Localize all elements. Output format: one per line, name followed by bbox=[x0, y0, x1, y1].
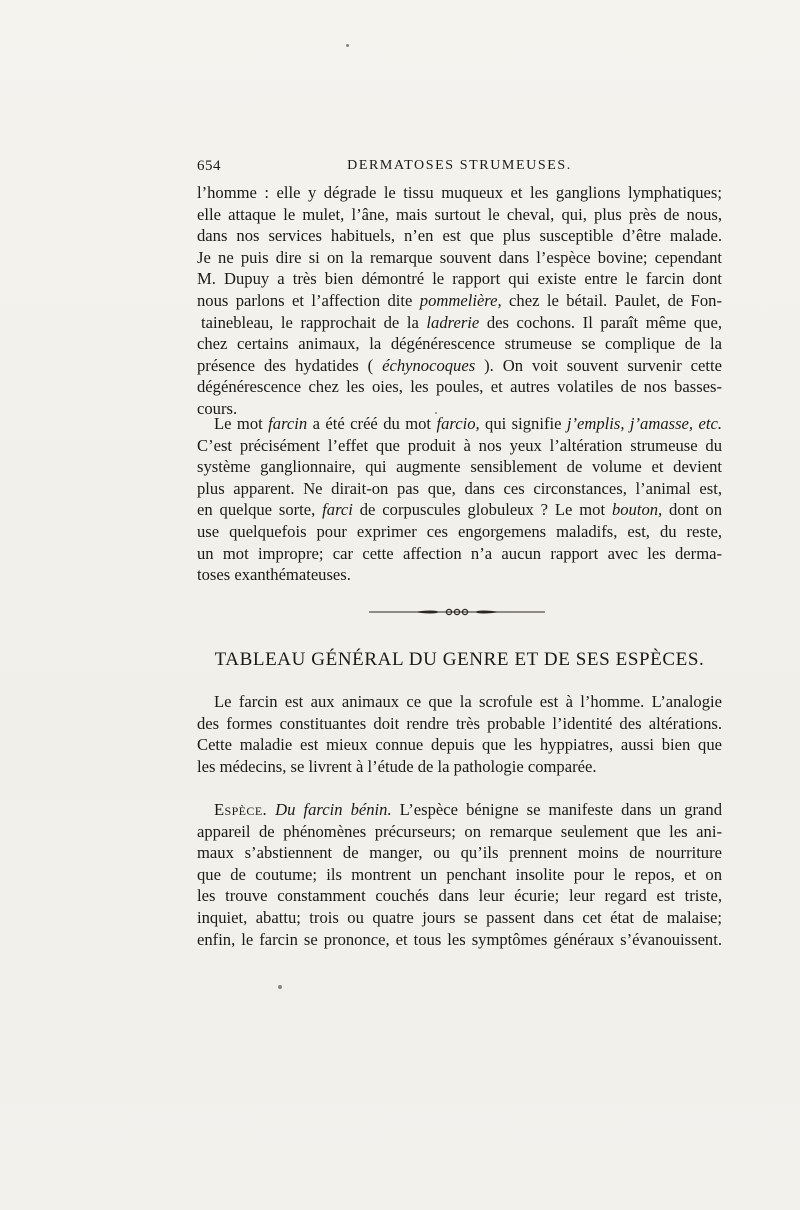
text-line: cours. bbox=[197, 398, 238, 418]
text-line: elle attaque le mulet, l’âne, mais surtout le cheval, qui, plus près de nous, bbox=[197, 204, 722, 224]
text-line bbox=[197, 312, 722, 334]
section-title: TABLEAU GÉNÉRAL DU GENRE ET DE SES ESPÈCES. bbox=[214, 649, 705, 670]
text-line: C’est précisément l’effet que produit à nos yeux l’altération strumeuse du bbox=[197, 435, 722, 455]
text-segment: en quelque sorte, bbox=[197, 500, 323, 520]
italic-term: farcin bbox=[268, 414, 308, 433]
text-segment: de corpuscules globuleux ? Le mot bbox=[352, 500, 612, 520]
text-line bbox=[197, 355, 722, 377]
text-segment: a été créé du mot bbox=[307, 414, 437, 433]
text-line bbox=[197, 799, 722, 821]
italic-term: farcio, bbox=[436, 414, 480, 433]
paper-speck bbox=[278, 985, 282, 989]
italic-term: Du farcin bénin. bbox=[267, 800, 392, 819]
text-line: plus apparent. Ne dirait-on pas que, dans ces circonstances, l’animal est, bbox=[197, 478, 722, 498]
text-line: Le farcin est aux animaux ce que la scrofule est à l’homme. L’analogie bbox=[214, 692, 722, 711]
text-line: maux s’abstiennent de manger, ou qu’ils prennent moins de nourriture bbox=[197, 843, 722, 863]
paragraph-2 bbox=[197, 413, 722, 586]
text-line: les trouve constamment couchés dans leur écurie; leur regard est triste, bbox=[197, 886, 722, 906]
text-segment: L’espèce bénigne se manifeste dans un grand bbox=[391, 800, 723, 819]
text-line bbox=[197, 290, 722, 312]
text-segment: Le mot bbox=[214, 414, 269, 433]
text-segment: dont on bbox=[662, 500, 722, 520]
text-line: appareil de phénomènes précurseurs; on remarque seulement que les ani- bbox=[197, 821, 722, 841]
text-line: toses exanthémateuses. bbox=[197, 565, 351, 585]
text-segment: nous parlons et l’affection dite bbox=[197, 290, 420, 310]
text-line: l’homme : elle y dégrade le tissu muqueux et les ganglions lymphatiques; bbox=[197, 183, 722, 202]
text-line: dégénérescence chez les oies, les poules, et autres volatiles de nos basses- bbox=[197, 377, 722, 397]
text-line: enfin, le farcin se prononce, et tous les symptômes généraux s’évanouissent. bbox=[197, 929, 722, 949]
text-line: inquiet, abattu; trois ou quatre jours se passent dans cet état de malaise; bbox=[197, 907, 722, 927]
paragraph-1 bbox=[197, 182, 722, 420]
text-segment: qui signifie bbox=[479, 414, 567, 433]
italic-term: échynocoques bbox=[382, 355, 476, 375]
text-line: chez certains animaux, la dégénérescence strumeuse se complique de la bbox=[197, 334, 722, 354]
text-line: dans nos services habituels, n’en est que plus susceptible d’être malade. bbox=[197, 226, 722, 246]
paper-speck bbox=[435, 412, 437, 414]
text-line: Cette maladie est mieux connue depuis que les hyppiatres, aussi bien que bbox=[197, 735, 722, 755]
italic-term: ladrerie bbox=[426, 312, 480, 332]
text-segment: ). On voit souvent survenir cette bbox=[475, 355, 722, 375]
page-number: 654 bbox=[197, 158, 221, 174]
text-segment: tainebleau, le rapprochait de la bbox=[201, 312, 427, 332]
text-line: système ganglionnaire, qui augmente sensiblement de volume et devient bbox=[197, 457, 722, 477]
text-line: les médecins, se livrent à l’étude de la pathologie comparée. bbox=[197, 756, 597, 776]
text-segment: présence des hydatides ( bbox=[197, 355, 383, 375]
text-segment: des cochons. Il paraît même que, bbox=[479, 312, 722, 332]
ornamental-rule bbox=[369, 604, 545, 620]
text-segment: chez le bétail. Paulet, de Fon- bbox=[501, 290, 722, 310]
text-line: des formes constituantes doit rendre très probable l’identité des altérations. bbox=[197, 713, 722, 733]
paper-speck bbox=[346, 44, 349, 47]
italic-term: bouton, bbox=[611, 500, 663, 520]
paragraph-3 bbox=[197, 691, 722, 777]
page-header bbox=[197, 158, 722, 180]
running-title: DERMATOSES STRUMEUSES. bbox=[347, 158, 572, 173]
text-line: que de coutume; ils montrent un penchant insolite pour le repos, et on bbox=[197, 864, 722, 884]
text-line: Je ne puis dire si on la remarque souvent dans l’espèce bovine; cependant bbox=[197, 247, 722, 267]
text-line bbox=[197, 413, 722, 435]
text-line: use quelquefois pour exprimer ces engorgemens maladifs, est, du reste, bbox=[197, 521, 722, 541]
italic-term: j’emplis, j’amasse, etc. bbox=[566, 414, 722, 433]
text-line: M. Dupuy a très bien démontré le rapport qui existe entre le farcin dont bbox=[197, 269, 722, 289]
text-line bbox=[197, 499, 722, 521]
italic-term: farci bbox=[322, 500, 353, 520]
italic-term: pommelière, bbox=[419, 290, 502, 310]
paragraph-4 bbox=[197, 799, 722, 950]
text-line: un mot impropre; car cette affection n’a aucun rapport avec les derma- bbox=[197, 543, 722, 563]
species-label: Espèce. bbox=[214, 800, 268, 819]
